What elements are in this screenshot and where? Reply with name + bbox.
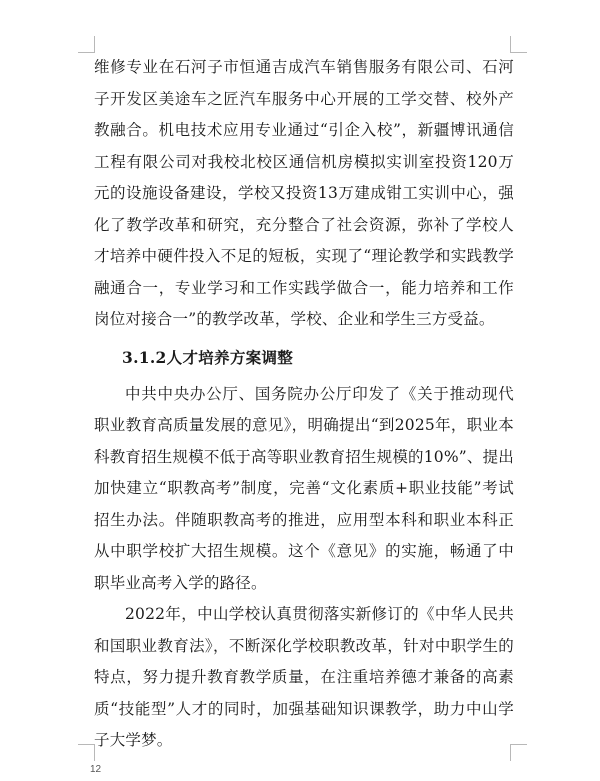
paragraph-school-2022: 2022年，中山学校认真贯彻落实新修订的《中华人民共和国职业教育法》，不断深化学校职教改革，针对中职学生的特点，努力提升教育教学质量，在注重培养德才兼备的高素质“技能型”人才的同时，加强基础知识课教学，助力中山学子大学梦。 bbox=[94, 605, 514, 749]
document-body bbox=[94, 52, 514, 757]
crop-mark-top-left bbox=[78, 36, 95, 53]
crop-mark-bottom-left bbox=[78, 744, 95, 761]
page-number: 12 bbox=[90, 764, 102, 775]
paragraph-continued: 维修专业在石河子市恒通吉成汽车销售服务有限公司、石河子开发区美途车之匠汽车服务中心开展的工学交替、校外产教融合。机电技术应用专业通过“引企入校”，新疆博讯通信工程有限公司对我校北校区通信机房模拟实训室投资120万元的设施设备建设，学校又投资13万建成钳工实训中心，强化了教学改革和研究，充分整合了社会资源，弥补了学校人才培养中硬件投入不足的短板，实现了“理论教学和实践教学融通合一，专业学习和工作实践学做合一，能力培养和工作岗位对接合一”的教学改革，学校、企业和学生三方受益。 bbox=[94, 58, 514, 328]
section-heading: 3.1.2人才培养方案调整 bbox=[122, 347, 294, 367]
crop-mark-top-right bbox=[510, 36, 527, 53]
paragraph-policy: 中共中央办公厅、国务院办公厅印发了《关于推动现代职业教育高质量发展的意见》，明确提出“到2025年，职业本科教育招生规模不低于高等职业教育招生规模的10%”、提出加快建立“职教高考”制度，完善“文化素质+职业技能”考试招生办法。伴随职教高考的推进，应用型本科和职业本科正从中职学校扩大招生规模。这个《意见》的实施，畅通了中职毕业高考入学的路径。 bbox=[94, 384, 514, 592]
